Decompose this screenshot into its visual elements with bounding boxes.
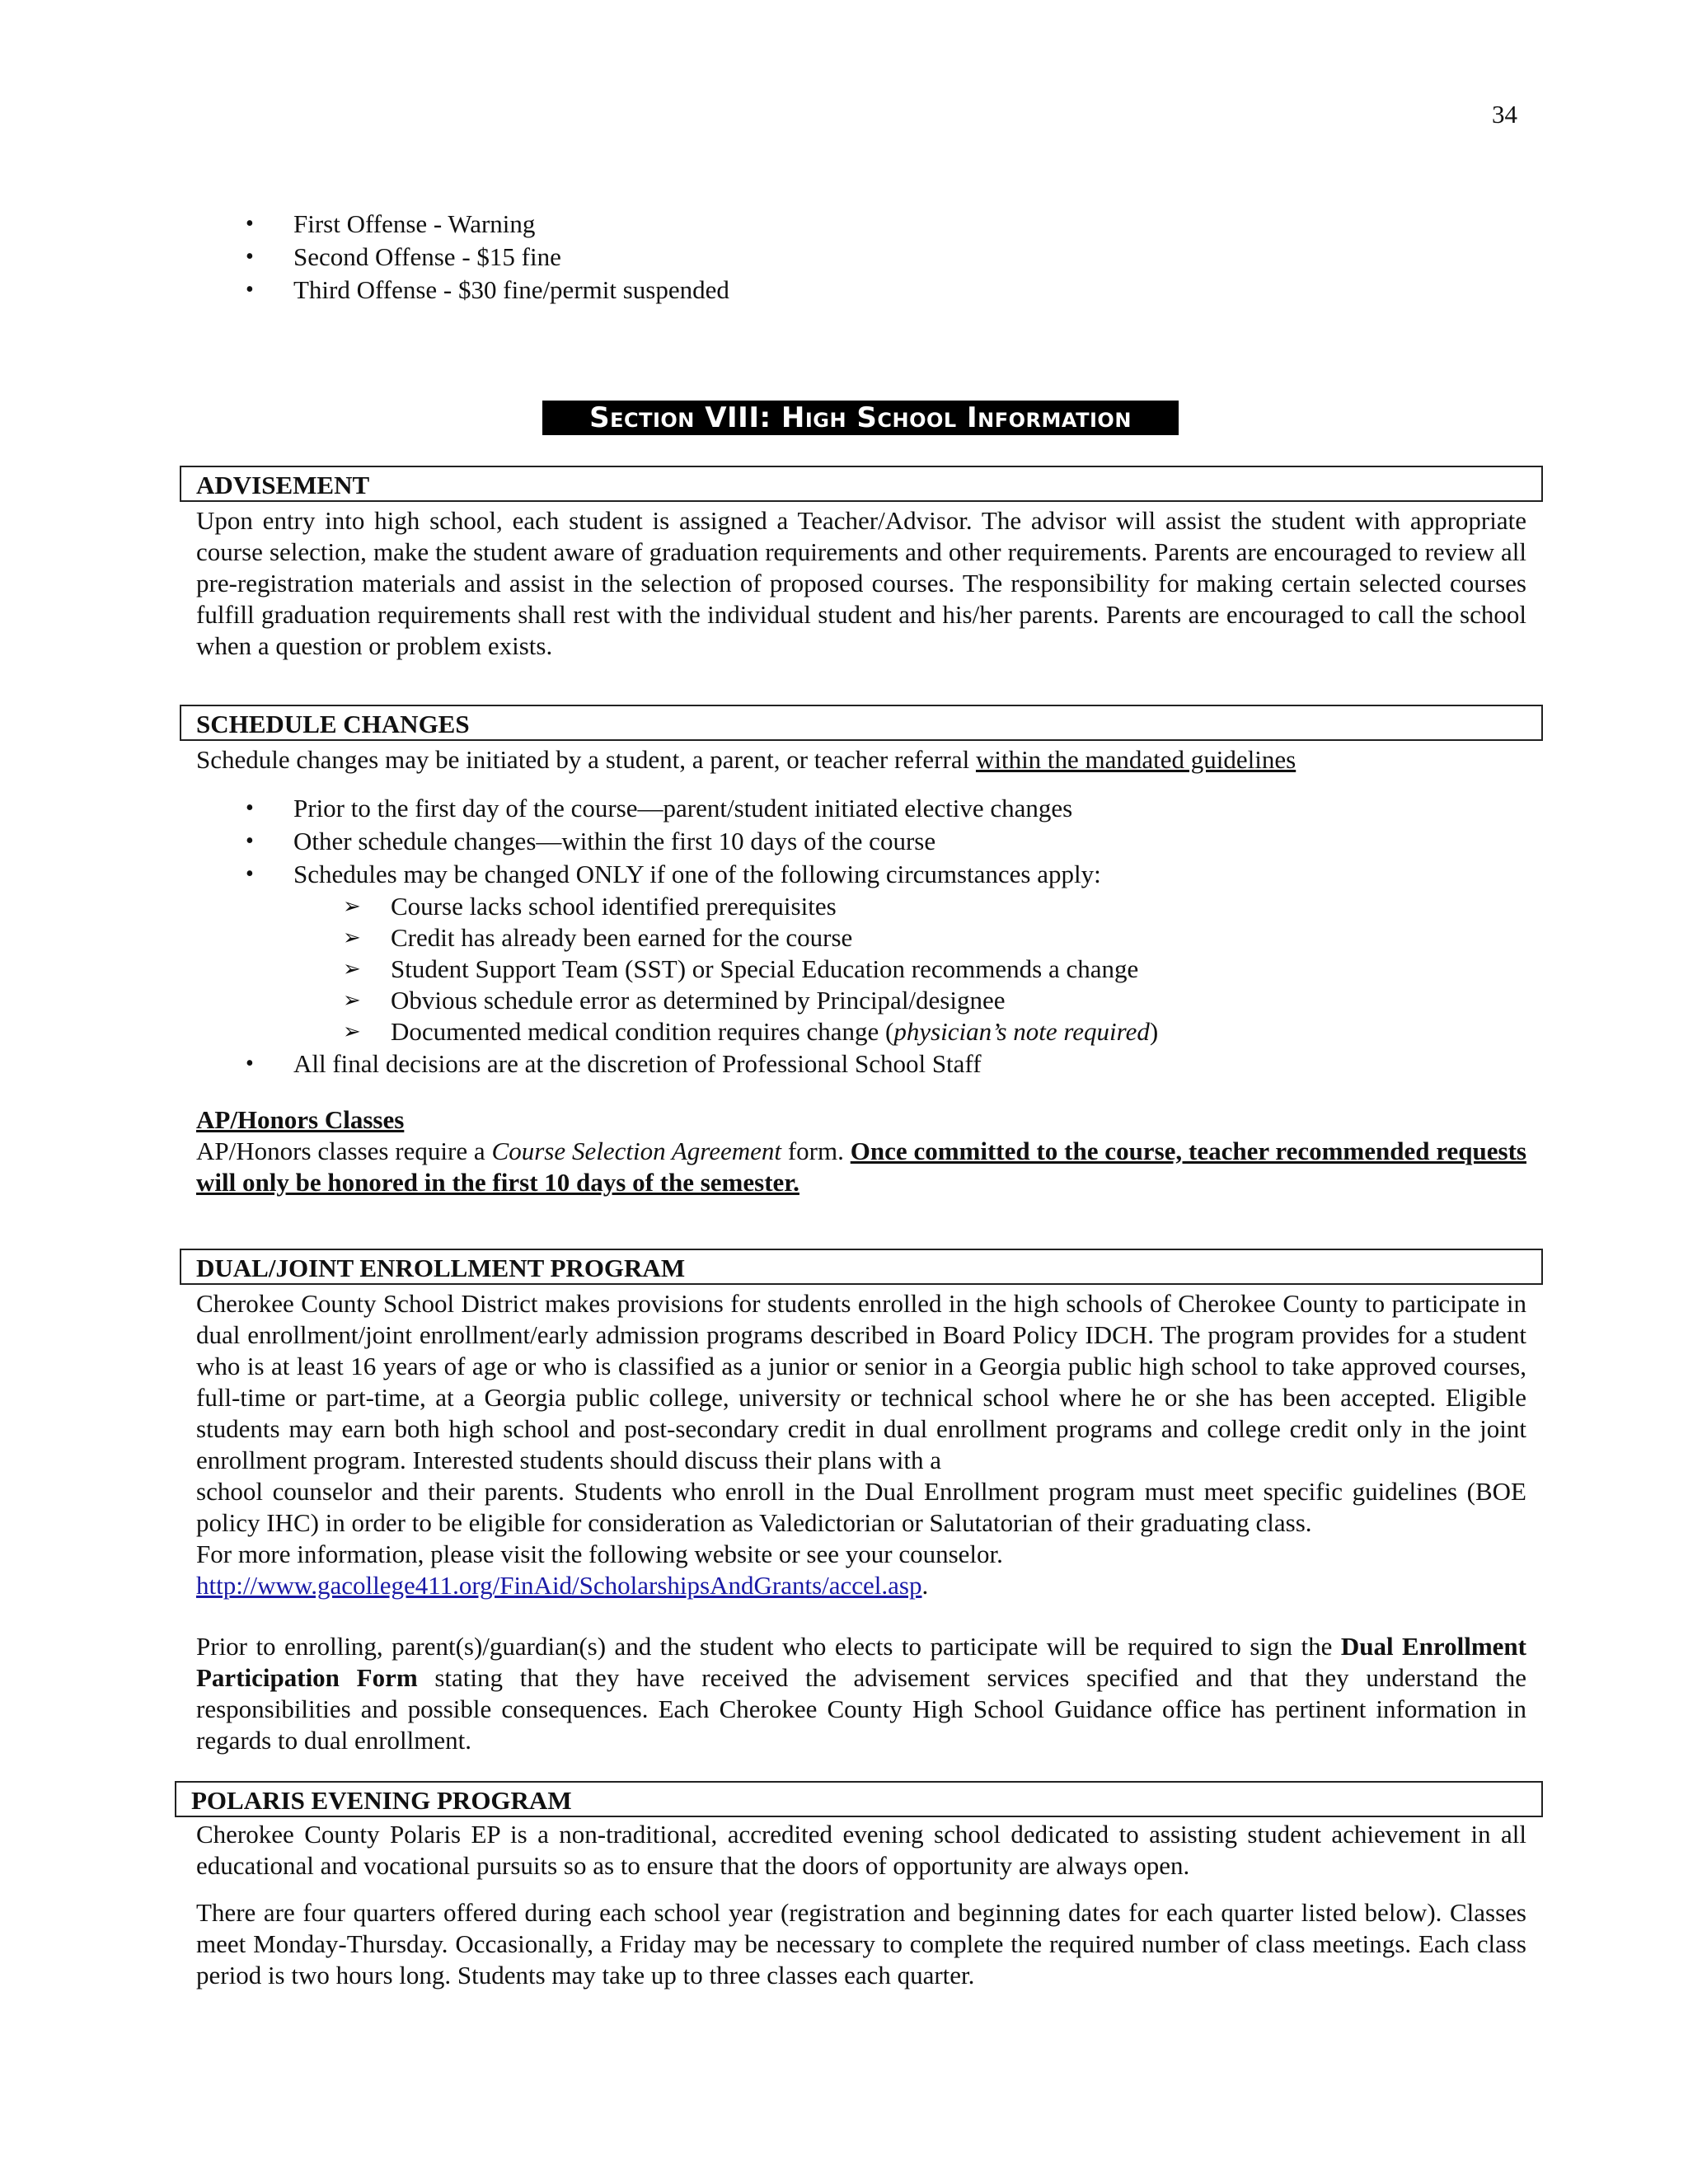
- schedule-intro: [196, 744, 1526, 776]
- list-item: ➢ Credit has already been earned for the course: [196, 922, 1531, 954]
- schedule-intro-text: Schedule changes may be initiated by a student, a parent, or teacher referral: [196, 745, 976, 774]
- ap-heading: AP/Honors Classes: [196, 1105, 405, 1134]
- list-item: • Other schedule changes—within the first 10 days of the course: [196, 825, 1531, 858]
- dual-text-2: school counselor and their parents. Students who enroll in the Dual Enrollment program must meet specific guidelines (BOE policy IHC) in order to be eligible for consideration as Valedictorian or Salutatorian of their graduating class.: [196, 1477, 1526, 1537]
- sub5-text: Documented medical condition requires change (: [391, 1017, 894, 1046]
- dual-para-2: [196, 1631, 1526, 1756]
- list-item: • All final decisions are at the discretion of Professional School Staff: [196, 1047, 1531, 1080]
- dual-text: [196, 1288, 1526, 1601]
- list-item: • Prior to the first day of the course—parent/student initiated elective changes: [196, 792, 1531, 825]
- offense-list: [196, 208, 1531, 307]
- polaris-heading: POLARIS EVENING PROGRAM: [175, 1781, 1543, 1817]
- dual-heading: DUAL/JOINT ENROLLMENT PROGRAM: [180, 1249, 1543, 1285]
- list-item: ➢ Obvious schedule error as determined by Principal/designee: [196, 985, 1531, 1016]
- dual-text-3: For more information, please visit the following website or see your counselor.: [196, 1540, 1003, 1568]
- ap-text: [196, 1136, 1526, 1198]
- list-item: [196, 1016, 1531, 1047]
- dual-text-1: Cherokee County School District makes provisions for students enrolled in the high schools of Cherokee County to participate in dual enrollment/joint enrollment/early admission programs described in Board Policy IDCH. The program provides for a student who is at least 16 years of age or who is classified as a junior or senior in a Georgia public high school to take approved courses, full-time or part-time, at a Georgia public college, university or technical school where he or she has been accepted. Eligible students may earn both high school and post-secondary credit in dual enrollment programs and college credit only in the joint enrollment program. Interested students should discuss their plans with a: [196, 1289, 1526, 1474]
- dual-para2-post: stating that they have received the advisement services specified and that they understand the responsibilities and possible consequences. Each Cherokee County High School Guidance office has pertinent information in regards to dual enrollment.: [196, 1663, 1526, 1755]
- ap-text-bold: Once committed to the course, teacher recommended requests will only be honored in the first 10 days of the semester.: [196, 1137, 1526, 1197]
- schedule-list: [196, 792, 1531, 891]
- section-title: Section VIII: High School Information: [542, 401, 1179, 435]
- list-item: • Third Offense - $30 fine/permit suspended: [196, 274, 1531, 307]
- final-decisions-list: [196, 1047, 1531, 1080]
- sub5-italic: physician’s note required: [893, 1017, 1150, 1046]
- dual-para2-bold: Dual Enrollment Participation Form: [196, 1632, 1526, 1692]
- page-number: 34: [1492, 100, 1517, 129]
- list-item: ➢ Course lacks school identified prerequisites: [196, 891, 1531, 922]
- ap-text-italic: Course Selection Agreement: [491, 1137, 781, 1165]
- list-item: • Schedules may be changed ONLY if one of the following circumstances apply:: [196, 858, 1531, 891]
- link-period: .: [921, 1571, 929, 1600]
- circumstance-list: [196, 891, 1531, 1047]
- schedule-heading: SCHEDULE CHANGES: [180, 705, 1543, 741]
- dual-para2-pre: Prior to enrolling, parent(s)/guardian(s) and the student who elects to participate will be required to sign the: [196, 1632, 1341, 1661]
- sub5-close: ): [1149, 1017, 1159, 1046]
- accel-link[interactable]: http://www.gacollege411.org/FinAid/ScholarshipsAndGrants/accel.asp: [196, 1571, 922, 1600]
- list-item: • First Offense - Warning: [196, 208, 1531, 241]
- advisement-heading: ADVISEMENT: [180, 466, 1543, 502]
- ap-text-pre: AP/Honors classes require a: [196, 1137, 492, 1165]
- advisement-text: Upon entry into high school, each student is assigned a Teacher/Advisor. The advisor will assist the student with appropriate course selection, make the student aware of graduation requirements and other requirements. Parents are encouraged to review all pre-registration materials and assist in the selection of proposed courses. The responsibility for making certain selected courses fulfill graduation requirements shall rest with the individual student and his/her parents. Parents are encouraged to call the school when a question or problem exists.: [196, 506, 1526, 660]
- schedule-intro-underlined: within the mandated guidelines: [975, 745, 1296, 774]
- polaris-text-1: Cherokee County Polaris EP is a non-traditional, accredited evening school dedicated to assisting student achievement in all educational and vocational pursuits so as to ensure that the doors of opportunity are always open.: [196, 1820, 1526, 1880]
- list-item: ➢ Student Support Team (SST) or Special Education recommends a change: [196, 954, 1531, 985]
- ap-text-mid: form.: [781, 1137, 851, 1165]
- polaris-text-2: There are four quarters offered during each school year (registration and beginning dates for each quarter listed below). Classes meet Monday-Thursday. Occasionally, a Friday may be necessary to complete the required number of class meetings. Each class period is two hours long. Students may take up to three classes each quarter.: [196, 1898, 1526, 1990]
- list-item: • Second Offense - $15 fine: [196, 241, 1531, 274]
